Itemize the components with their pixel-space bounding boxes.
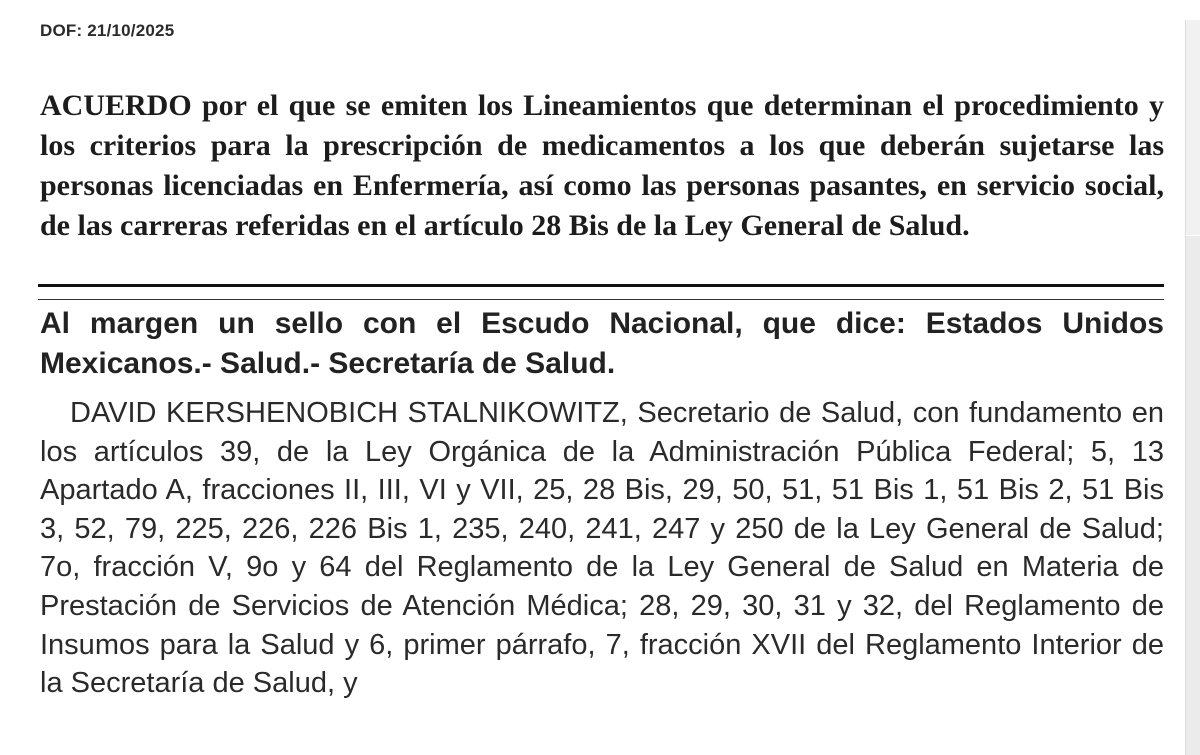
seal-note: Al margen un sello con el Escudo Nacional, que dice: Estados Unidos Mexicanos.- Salud.- Secretaría de Salud.: [40, 307, 1164, 380]
body-paragraph: DAVID KERSHENOBICH STALNIKOWITZ, Secretario de Salud, con fundamento en los artículos 39, de la Ley Orgánica de la Administración Pública Federal; 5, 13 Apartado A, fracciones II, III, VI y VII, 25, 28 Bis, 29, 50, 51, 51 Bis 1, 51 Bis 2, 51 Bis 3, 52, 79, 225, 226, 226 Bis 1, 235, 240, 241, 247 y 250 de la Ley General de Salud; 7o, fracción V, 9o y 64 del Reglamento de la Ley General de Salud en Materia de Prestación de Servicios de Atención Médica; 28, 29, 30, 31 y 32, del Reglamento de Insumos para la Salud y 6, primer párrafo, 7, fracción XVII del Reglamento Interior de la Secretaría de Salud, y: [40, 397, 1164, 700]
scrollbar-thumb[interactable]: [1185, 236, 1200, 755]
publication-date: DOF: 21/10/2025: [40, 21, 175, 40]
scrollbar-track[interactable]: [1185, 20, 1200, 235]
title-divider-thick: [38, 284, 1164, 287]
document-title: ACUERDO por el que se emiten los Lineamientos que determinan el procedimiento y los criterios para la prescripción de medicamentos a los que deberán sujetarse las personas licenciadas en Enfermería, así como las personas pasantes, en servicio social, de las carreras referidas en el artículo 28 Bis de la Ley General de Salud.: [40, 89, 1164, 242]
title-divider-thin: [38, 299, 1164, 300]
